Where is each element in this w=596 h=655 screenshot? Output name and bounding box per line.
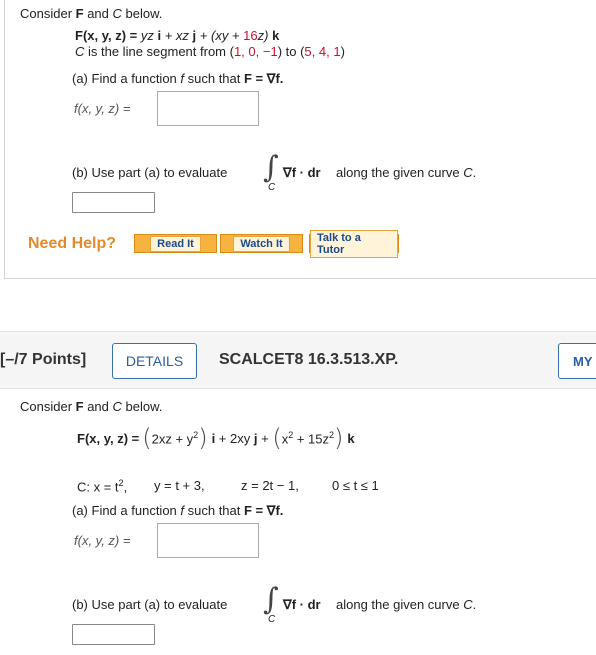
problem1-part-b-tail: along the given curve C. bbox=[336, 165, 477, 180]
problem2-part-a: (a) Find a function f such that F = ∇f. bbox=[72, 503, 284, 518]
problem2-part-b-tail: along the given curve C. bbox=[336, 597, 477, 612]
integral-subscript: C bbox=[268, 182, 276, 193]
problem2-b-input[interactable] bbox=[72, 624, 155, 645]
problem1-part-b: (b) Use part (a) to evaluate bbox=[72, 165, 228, 180]
problem2-curve-x: C: $x = t^2$, bbox=[77, 478, 128, 495]
problem1-field: F(x, y, z) = yz i + xz j + (xy + 16z) k bbox=[75, 28, 280, 43]
problem1-curve: C is the line segment from (1, 0, −1) to (5, 4, 1) bbox=[75, 44, 345, 59]
field-term-1: $2xz + y^2$ bbox=[151, 429, 199, 447]
problem-code: SCALCET8 16.3.513.XP. bbox=[219, 351, 399, 368]
talk-to-tutor-button[interactable]: Talk to a Tutor bbox=[309, 234, 399, 253]
problem2-part-b: (b) Use part (a) to evaluate bbox=[72, 597, 228, 612]
problem-separator bbox=[0, 279, 596, 331]
integral-sign-icon: ∫ bbox=[263, 150, 279, 185]
field-term-3: $x^2 + 15z^2$ bbox=[281, 429, 334, 447]
details-button[interactable]: DETAILS bbox=[112, 343, 197, 379]
integral-subscript: C bbox=[268, 614, 276, 625]
integral-sign-icon: ∫ bbox=[263, 582, 279, 617]
problem2-integral-expr: ∇f · dr bbox=[283, 597, 321, 612]
problem2-curve-range: 0 ≤ t ≤ 1 bbox=[332, 478, 379, 493]
problem1-part-a: (a) Find a function f such that F = ∇f. bbox=[72, 71, 284, 86]
problem1-integral-expr: ∇f · dr bbox=[283, 165, 321, 180]
problem2-curve-y: y = t + 3, bbox=[154, 478, 205, 493]
points-label: [–/7 Points] bbox=[0, 351, 87, 368]
problem2-field: F(x, y, z) = ( $2xz + y^2$ ) i + 2xy j + ( $x^2 + 15z^2$ ) k bbox=[77, 424, 355, 452]
problem1-intro: Consider F and C below. bbox=[20, 6, 163, 21]
problem1-b-input[interactable] bbox=[72, 192, 155, 213]
problem1-f-label: f(x, y, z) = bbox=[74, 101, 131, 116]
problem1-f-input[interactable] bbox=[157, 91, 259, 126]
watch-it-button[interactable]: Watch It bbox=[220, 234, 303, 253]
problem2-f-input[interactable] bbox=[157, 523, 259, 558]
problem2-f-label: f(x, y, z) = bbox=[74, 533, 131, 548]
read-it-button[interactable]: Read It bbox=[134, 234, 217, 253]
problem2-curve-z: z = 2t − 1, bbox=[241, 478, 299, 493]
problem2-intro: Consider F and C below. bbox=[20, 399, 163, 414]
need-help-label: Need Help? bbox=[28, 235, 117, 252]
my-notes-button[interactable]: MY bbox=[558, 343, 596, 379]
